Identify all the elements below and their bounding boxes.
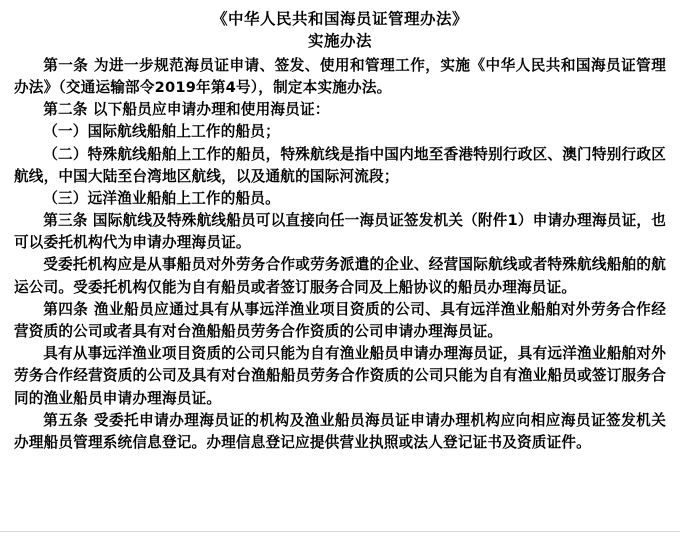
paragraph-article-4: 第四条 渔业船员应通过具有从事远洋渔业项目资质的公司、具有远洋渔业船舶对外劳务合作经营资质的公司或者具有对台渔船船员劳务合作资质的公司申请办理海员证。 (14, 300, 666, 340)
page-bottom-space (14, 454, 666, 484)
paragraph-article-3: 第三条 国际航线及特殊航线船员可以直接向任一海员证签发机关（附件1）申请办理海员证，也可以委托机构代为申请办理海员证。 (14, 212, 666, 252)
paragraph-item-2: （二）特殊航线船舶上工作的船员，特殊航线是指中国内地至香港特别行政区、澳门特别行政区航线，中国大陆至台湾地区航线，以及通航的国际河流段； (14, 145, 666, 185)
paragraph-article-4-continued: 具有从事远洋渔业项目资质的公司只能为自有渔业船员申请办理海员证，具有远洋渔业船舶对外劳务合作经营资质的公司及具有对台渔船船员劳务合作资质的公司只能为自有渔业船员或签订服务合同的渔业船员申请办理海员证。 (14, 345, 666, 407)
paragraph-article-1: 第一条 为进一步规范海员证申请、签发、使用和管理工作，实施《中华人民共和国海员证管理办法》（交通运输部令2019年第4号），制定本实施办法。 (14, 56, 666, 97)
paragraph-article-3-continued: 受委托机构应是从事船员对外劳务合作或劳务派遣的企业、经营国际航线或者特殊航线船舶的航运公司。受委托机构仅能为自有船员或者签订服务合同及上船协议的船员办理海员证。 (14, 256, 666, 296)
paragraph-item-3: （三）远洋渔业船舶上工作的船员。 (43, 189, 280, 207)
document-title: 《中华人民共和国海员证管理办法》 (211, 10, 468, 28)
page-footer-divider (0, 531, 680, 532)
document-subtitle: 实施办法 (307, 32, 372, 51)
paragraph-item-1: （一）国际航线船舶上工作的船员； (43, 123, 280, 141)
paragraph-article-2: 第二条 以下船员应申请办理和使用海员证： (43, 101, 330, 119)
paragraph-article-5: 第五条 受委托申请办理海员证的机构及渔业船员海员证申请办理机构应向相应海员证签发机关办理船员管理系统信息登记。办理信息登记应提供营业执照或法人登记证书及资质证件。 (14, 411, 666, 451)
